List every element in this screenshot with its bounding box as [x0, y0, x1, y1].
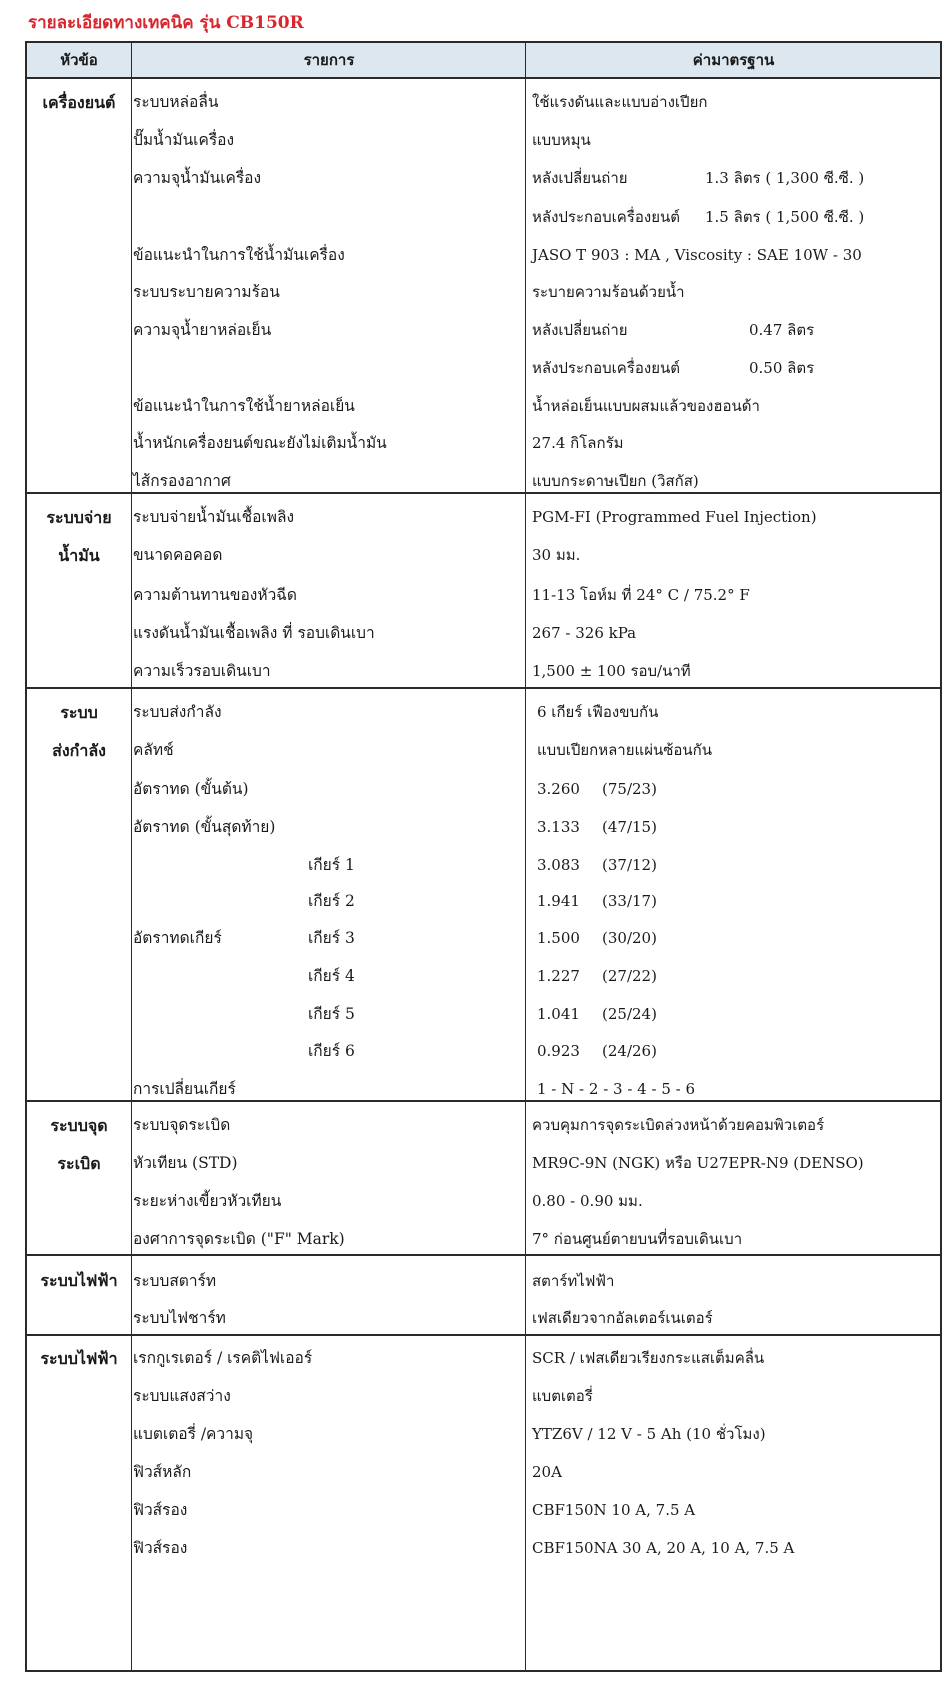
section-divider — [27, 1334, 940, 1336]
column-divider — [131, 43, 132, 1670]
item-value: MR9C-9N (NGK) หรือ U27EPR-N9 (DENSO) — [532, 1154, 864, 1172]
item-value: CBF150N 10 A, 7.5 A — [532, 1501, 696, 1519]
item-value: PGM-FI (Programmed Fuel Injection) — [532, 508, 817, 526]
item-value-secondary: 1.3 ลิตร ( 1,300 ซี.ซี. ) — [705, 169, 865, 187]
item-value: หลังเปลี่ยนถ่าย — [532, 321, 628, 339]
section-divider — [27, 687, 940, 689]
item-value: เฟสเดียวจากอัลเตอร์เนเตอร์ — [532, 1309, 713, 1327]
item-label: ระบบส่งกำลัง — [133, 703, 222, 721]
item-label: ฟิวส์รอง — [133, 1539, 188, 1557]
category-electric: ระบบไฟฟ้า — [40, 1271, 118, 1290]
gear-ratio: 1.500 — [537, 929, 580, 947]
item-label: ไส้กรองอากาศ — [133, 472, 231, 490]
item-label: แรงดันน้ำมันเชื้อเพลิง ที่ รอบเดินเบา — [133, 624, 375, 642]
item-label: ฟิวส์หลัก — [133, 1463, 192, 1481]
item-label: ระยะห่างเขี้ยวหัวเทียน — [133, 1192, 282, 1210]
item-label: ความเร็วรอบเดินเบา — [133, 662, 271, 680]
gear-label: เกียร์ 4 — [308, 967, 355, 985]
header-item: รายการ — [303, 51, 355, 69]
category-fuel: ระบบจ่าย — [46, 508, 112, 527]
item-label: คลัทช์ — [133, 741, 174, 759]
item-value: 3.260 — [537, 780, 580, 798]
gear-ratio: 1.227 — [537, 967, 580, 985]
item-label: ระบบแสงสว่าง — [133, 1387, 231, 1405]
item-value: หลังเปลี่ยนถ่าย — [532, 169, 628, 187]
item-value: แบบหมุน — [532, 131, 591, 149]
item-label: ระบบจ่ายน้ำมันเชื้อเพลิง — [133, 508, 295, 526]
gear-ratio-label: อัตราทดเกียร์ — [133, 929, 222, 947]
item-value: 7° ก่อนศูนย์ตายบนที่รอบเดินเบา — [532, 1230, 743, 1248]
item-value: 6 เกียร์ เฟืองขบกัน — [537, 703, 659, 721]
item-value-secondary: 0.47 ลิตร — [749, 321, 815, 339]
gear-ratio-teeth: (25/24) — [602, 1005, 657, 1023]
item-value: หลังประกอบเครื่องยนต์ — [532, 359, 680, 377]
item-label: แบตเตอรี่ /ความจุ — [133, 1425, 254, 1443]
item-label: ระบบสตาร์ท — [133, 1272, 217, 1290]
item-value: 1 - N - 2 - 3 - 4 - 5 - 6 — [537, 1080, 696, 1098]
gear-ratio-teeth: (33/17) — [602, 892, 657, 910]
item-label: องศาการจุดระเบิด ("F" Mark) — [133, 1230, 345, 1248]
item-value: SCR / เฟสเดียวเรียงกระแสเต็มคลื่น — [532, 1349, 765, 1367]
category-ignition: ระบบจุด — [50, 1116, 108, 1135]
item-value-secondary: 0.50 ลิตร — [749, 359, 815, 377]
item-label: เรกกูเรเตอร์ / เรคติไฟเออร์ — [133, 1349, 313, 1367]
category-drive: ระบบ — [60, 703, 98, 722]
item-value-secondary: (47/15) — [602, 818, 657, 836]
gear-ratio-teeth: (24/26) — [602, 1042, 657, 1060]
table-header — [27, 43, 940, 79]
header-standard: ค่ามาตรฐาน — [692, 51, 775, 69]
item-value: น้ำหล่อเย็นแบบผสมแล้วของฮอนด้า — [532, 397, 760, 415]
item-value: สตาร์ทไฟฟ้า — [532, 1272, 615, 1290]
item-value-secondary: 1.5 ลิตร ( 1,500 ซี.ซี. ) — [705, 208, 865, 226]
gear-ratio-teeth: (27/22) — [602, 967, 657, 985]
item-label: ระบบจุดระเบิด — [133, 1116, 231, 1134]
category-fuel: น้ำมัน — [58, 546, 100, 565]
category-engine: เครื่องยนต์ — [42, 93, 116, 112]
item-label: ฟิวส์รอง — [133, 1501, 188, 1519]
gear-ratio: 0.923 — [537, 1042, 580, 1060]
item-value: 267 - 326 kPa — [532, 624, 637, 642]
item-label: ขนาดคอคอด — [133, 546, 223, 564]
item-value: YTZ6V / 12 V - 5 Ah (10 ชั่วโมง) — [532, 1425, 766, 1443]
item-value: CBF150NA 30 A, 20 A, 10 A, 7.5 A — [532, 1539, 795, 1557]
item-label: ข้อแนะนำในการใช้น้ำยาหล่อเย็น — [133, 397, 355, 415]
item-label: อัตราทด (ขั้นต้น) — [133, 780, 249, 798]
gear-ratio-teeth: (30/20) — [602, 929, 657, 947]
category-ignition: ระเบิด — [57, 1154, 101, 1173]
item-value: ใช้แรงดันและแบบอ่างเปียก — [532, 93, 708, 111]
gear-ratio: 3.083 — [537, 856, 580, 874]
section-divider — [27, 492, 940, 494]
item-value: 11-13 โอห์ม ที่ 24° C / 75.2° F — [532, 586, 750, 604]
document-title: รายละเอียดทางเทคนิค รุ่น CB150R — [28, 13, 304, 33]
item-label: ปั๊มน้ำมันเครื่อง — [133, 131, 235, 149]
gear-label: เกียร์ 1 — [308, 856, 355, 874]
spec-table — [25, 41, 942, 1672]
item-label: ความจุน้ำยาหล่อเย็น — [133, 321, 272, 339]
item-label: ความจุน้ำมันเครื่อง — [133, 169, 262, 187]
item-label: น้ำหนักเครื่องยนต์ขณะยังไม่เติมน้ำมัน — [133, 434, 387, 452]
item-value: 3.133 — [537, 818, 580, 836]
item-value: แบบเปียกหลายแผ่นซ้อนกัน — [537, 741, 713, 759]
section-divider — [27, 1100, 940, 1102]
item-value: 1,500 ± 100 รอบ/นาที — [532, 662, 691, 680]
item-label: ระบบระบายความร้อน — [133, 283, 280, 301]
item-value: 0.80 - 0.90 มม. — [532, 1192, 643, 1210]
item-value: แบบกระดาษเปียก (วิสกัส) — [532, 472, 699, 490]
item-value: หลังประกอบเครื่องยนต์ — [532, 208, 680, 226]
item-value: 30 มม. — [532, 546, 581, 564]
item-label: ความต้านทานของหัวฉีด — [133, 586, 297, 604]
gear-ratio-teeth: (37/12) — [602, 856, 657, 874]
column-divider — [525, 43, 526, 1670]
item-label: ข้อแนะนำในการใช้น้ำมันเครื่อง — [133, 246, 345, 264]
item-value: 20A — [532, 1463, 562, 1481]
item-value: แบตเตอรี่ — [532, 1387, 593, 1405]
item-value: JASO T 903 : MA , Viscosity : SAE 10W - 30 — [532, 246, 862, 264]
item-value: 27.4 กิโลกรัม — [532, 434, 624, 452]
section-divider — [27, 1254, 940, 1256]
item-label: ระบบไฟชาร์ท — [133, 1309, 226, 1327]
gear-ratio: 1.941 — [537, 892, 580, 910]
item-label: หัวเทียน (STD) — [133, 1154, 238, 1172]
category-drive: ส่งกำลัง — [52, 741, 106, 760]
item-value: ระบายความร้อนด้วยน้ำ — [532, 283, 685, 301]
gear-label: เกียร์ 2 — [308, 892, 355, 910]
category-electric: ระบบไฟฟ้า — [40, 1349, 118, 1368]
item-label: ระบบหล่อลื่น — [133, 93, 219, 111]
gear-label: เกียร์ 5 — [308, 1005, 355, 1023]
gear-label: เกียร์ 3 — [308, 929, 355, 947]
gear-label: เกียร์ 6 — [308, 1042, 355, 1060]
item-value: ควบคุมการจุดระเบิดล่วงหน้าด้วยคอมพิวเตอร์ — [532, 1116, 825, 1134]
item-value-secondary: (75/23) — [602, 780, 657, 798]
item-label: การเปลี่ยนเกียร์ — [133, 1080, 236, 1098]
header-topic: หัวข้อ — [60, 51, 98, 69]
item-label: อัตราทด (ขั้นสุดท้าย) — [133, 818, 276, 836]
gear-ratio: 1.041 — [537, 1005, 580, 1023]
